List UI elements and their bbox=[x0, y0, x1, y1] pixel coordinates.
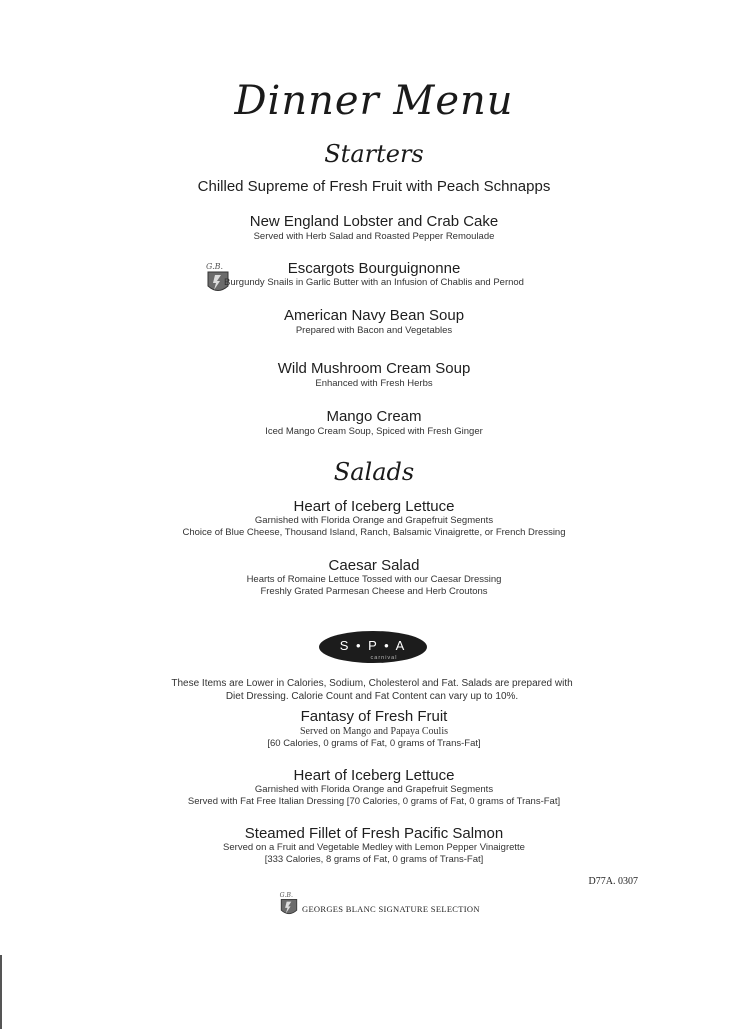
dish-name: Heart of Iceberg Lettuce bbox=[293, 767, 455, 784]
dish-name: Wild Mushroom Cream Soup bbox=[277, 360, 471, 377]
dish-name: American Navy Bean Soup bbox=[283, 307, 465, 324]
dish-description: Prepared with Bacon and Vegetables bbox=[295, 325, 453, 336]
svg-text:G.B.: G.B. bbox=[279, 892, 293, 899]
spa-carnival-logo bbox=[318, 630, 428, 664]
dish-description: Burgundy Snails in Garlic Butter with an Infusion of Chablis and Pernod bbox=[224, 277, 524, 288]
dish-name: Mango Cream bbox=[326, 408, 422, 425]
gb-shield-icon bbox=[278, 890, 300, 918]
dish-name: Heart of Iceberg Lettuce bbox=[293, 498, 455, 515]
spa-note: These Items are Lower in Calories, Sodium, Cholesterol and Fat. Salads are prepared with bbox=[171, 678, 573, 689]
nutrition-info: [333 Calories, 8 grams of Fat, 0 grams of Trans-Fat] bbox=[264, 854, 484, 865]
svg-text:carnival: carnival bbox=[370, 655, 398, 661]
scan-edge bbox=[0, 955, 2, 1029]
dish-name: Escargots Bourguignonne bbox=[287, 260, 461, 277]
dish-description: Enhanced with Fresh Herbs bbox=[315, 378, 433, 389]
nutrition-info: [60 Calories, 0 grams of Fat, 0 grams of Trans-Fat] bbox=[267, 738, 481, 749]
dish-name: Steamed Fillet of Fresh Pacific Salmon bbox=[244, 825, 504, 842]
dish-description: Freshly Grated Parmesan Cheese and Herb Croutons bbox=[260, 586, 488, 597]
dish-description: Hearts of Romaine Lettuce Tossed with our Caesar Dressing bbox=[246, 574, 502, 585]
svg-text:S • P • A: S • P • A bbox=[339, 638, 407, 653]
dish-description: Served on Mango and Papaya Coulis bbox=[299, 726, 449, 737]
menu-title: Dinner Menu bbox=[234, 78, 514, 124]
svg-text:G.B.: G.B. bbox=[206, 262, 224, 271]
dish-name: Caesar Salad bbox=[328, 557, 420, 574]
dish-name: Fantasy of Fresh Fruit bbox=[300, 708, 448, 725]
nutrition-info: Served with Fat Free Italian Dressing [70 Calories, 0 grams of Fat, 0 grams of Trans-Fat] bbox=[187, 796, 561, 807]
menu-code: D77A. 0307 bbox=[588, 876, 638, 887]
dish-description: Served on a Fruit and Vegetable Medley with Lemon Pepper Vinaigrette bbox=[223, 842, 525, 853]
dish-description: Choice of Blue Cheese, Thousand Island, Ranch, Balsamic Vinaigrette, or French Dressing bbox=[182, 527, 566, 538]
dish-name: New England Lobster and Crab Cake bbox=[249, 213, 499, 230]
spa-note: Diet Dressing. Calorie Count and Fat Content can vary up to 10%. bbox=[225, 691, 519, 702]
dish-description: Garnished with Florida Orange and Grapefruit Segments bbox=[254, 515, 494, 526]
dish-description: Served with Herb Salad and Roasted Pepper Remoulade bbox=[253, 231, 495, 242]
signature-selection-label: GEORGES BLANC SIGNATURE SELECTION bbox=[302, 904, 480, 914]
dish-name: Chilled Supreme of Fresh Fruit with Peach Schnapps bbox=[197, 178, 551, 195]
dish-description: Garnished with Florida Orange and Grapefruit Segments bbox=[254, 784, 494, 795]
section-heading-starters: Starters bbox=[324, 140, 424, 168]
section-heading-salads: Salads bbox=[333, 458, 415, 486]
dish-description: Iced Mango Cream Soup, Spiced with Fresh Ginger bbox=[265, 426, 483, 437]
gb-signature-badge bbox=[278, 890, 300, 923]
